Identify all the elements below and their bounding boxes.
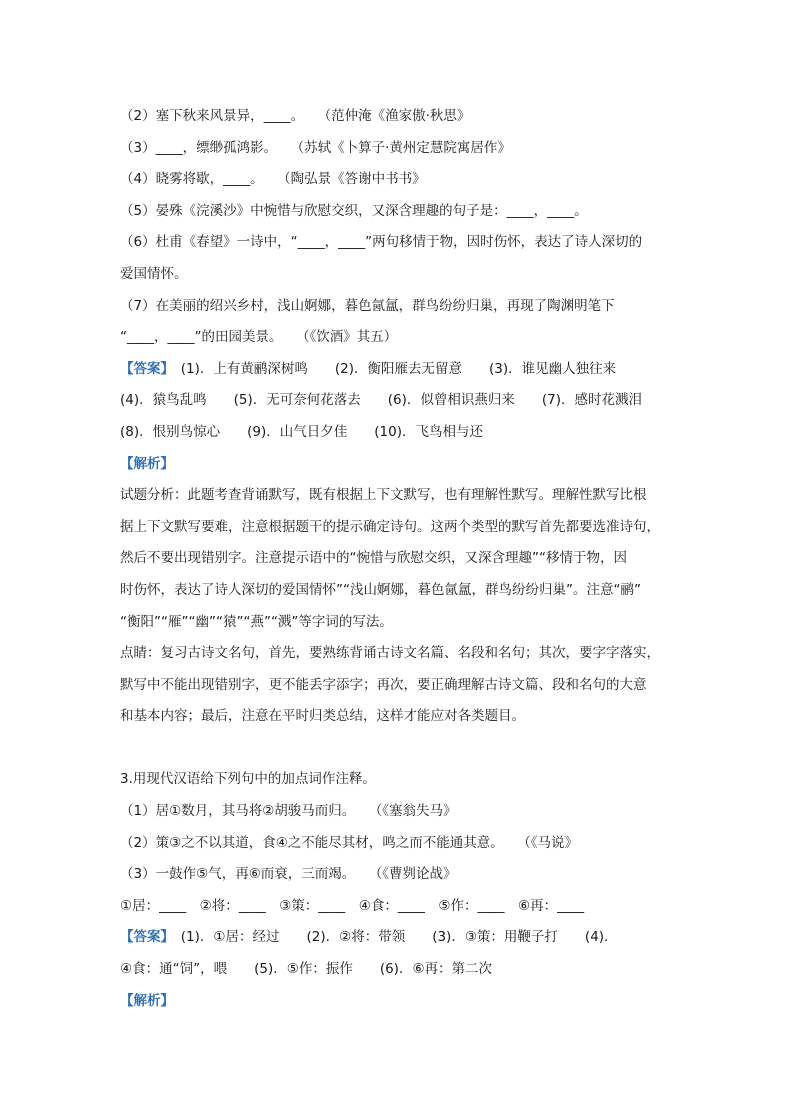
- question-line: （5）晏殊《浣溪沙》中惋惜与欣慰交织，又深含理趣的句子是：____，____。: [120, 202, 588, 219]
- question-line: （6）杜甫《春望》一诗中，“____，____”两句移情于物，因时伤怀，表达了诗人深切的: [120, 234, 643, 251]
- analysis-text: 据上下文默写要难，注意根据题干的提示确定诗句。这两个类型的默写首先都要选准诗句，: [120, 518, 660, 535]
- analysis-row: [120, 449, 680, 481]
- question-line: 爱国情怀。: [120, 265, 188, 282]
- answer-text: (1)．上有黄鹂深树鸣 (2)．衡阳雁去无留意 (3)．谁见幽人独往来: [167, 360, 617, 377]
- answer-row: [120, 354, 680, 386]
- question-line: ①居：____ ②将：____ ③策：____ ④食：____ ⑤作：____ ⑥再：____: [120, 897, 585, 914]
- question-title: 3.用现代汉语给下列句中的加点词作注释。: [120, 771, 376, 788]
- question-line: “____，____”的田园美景。 （《饮酒》其五）: [120, 329, 398, 346]
- analysis-tag: 【解析】: [120, 455, 174, 472]
- question-line: （7）在美丽的绍兴乡村，浅山婀娜，暮色氤氲，群鸟纷纷归巢，再现了陶渊明笔下: [120, 297, 615, 314]
- answer-text: (1)．①居：经过 (2)．②将：带领 (3)．③策：用鞭子打 (4)．: [167, 929, 618, 946]
- document-content: [120, 101, 680, 1017]
- question-line: （3）一鼓作⑤气，再⑥而衰，三而竭。 （《曹刿论战》: [120, 866, 457, 883]
- analysis-row: [120, 986, 680, 1018]
- question-line: （1）居①数月，其马将②胡骏马而归。 （《塞翁失马》: [120, 803, 457, 820]
- analysis-text: 试题分析：此题考查背诵默写，既有根据上下文默写，也有理解性默写。理解性默写比根: [120, 487, 647, 504]
- answer-tag: 【答案】: [120, 929, 168, 946]
- answer-text: (8)．恨别鸟惊心 (9)．山气日夕佳 (10)．飞鸟相与还: [120, 423, 483, 440]
- question-line: （2）塞下秋来风景异，____。 （范仲淹《渔家傲·秋思》: [120, 108, 471, 124]
- section-gap: [120, 733, 680, 765]
- answer-tag: 【答案】: [120, 360, 168, 377]
- analysis-text: 默写中不能出现错别字，更不能丢字添字；再次，要正确理解古诗文篇、段和名句的大意: [120, 676, 647, 693]
- question-line: （2）策③之不以其道，食④之不能尽其材，鸣之而不能通其意。 （《马说》: [120, 834, 579, 851]
- answer-row: [120, 922, 680, 954]
- analysis-tag: 【解析】: [120, 992, 174, 1009]
- analysis-text: 点睛：复习古诗文名句，首先，要熟练背诵古诗文名篇、名段和名句；其次，要字字落实，: [120, 645, 660, 662]
- question-line: （3）____，缥缈孤鸿影。 （苏轼《卜算子·黄州定慧院寓居作》: [120, 139, 511, 156]
- analysis-text: 然后不要出现错别字。注意提示语中的“惋惜与欣慰交织，又深含理趣”“移情于物，因: [120, 550, 627, 567]
- answer-text: (4)．猿鸟乱鸣 (5)．无可奈何花落去 (6)．似曾相识燕归来 (7)．感时花溅泪: [120, 392, 642, 409]
- question-line: （4）晓雾将歇，____。 （陶弘景《答谢中书书》: [120, 171, 426, 188]
- answer-text: ④食：通“饲”，喂 (5)．⑤作：振作 (6)．⑥再：第二次: [120, 961, 493, 978]
- analysis-text: 时伤怀，表达了诗人深切的爱国情怀”“浅山婀娜，暮色氤氲，群鸟纷纷归巢”。注意“鹂”: [120, 581, 641, 598]
- analysis-text: 和基本内容；最后，注意在平时归类总结，这样才能应对各类题目。: [120, 708, 525, 725]
- analysis-text: “衡阳”“雁”“幽”“猿”“燕”“溅”等字词的写法。: [120, 613, 393, 630]
